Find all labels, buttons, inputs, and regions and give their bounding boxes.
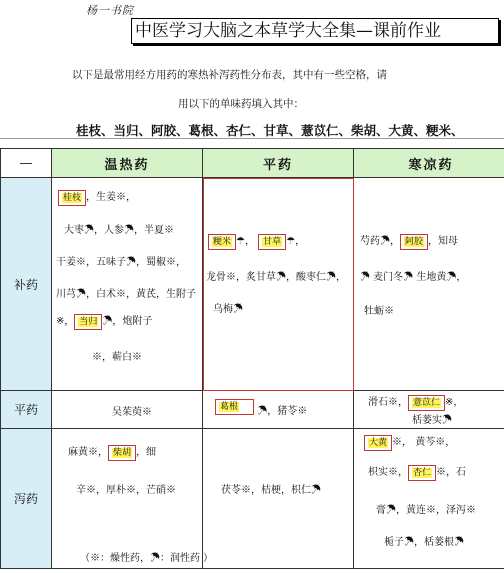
table-corner: —	[1, 149, 52, 178]
cell-purge-neutral: 茯苓※，桔梗，枳仁☂	[203, 429, 354, 569]
intro-line-1: 以下是最常用经方用药的寒热补泻药性分布表，其中有一些空格，请	[72, 69, 387, 81]
page-title: 中医学习大脑之本草学大全集—课前作业	[131, 18, 499, 44]
cell-neutral-cold: 滑石※， 薏苡仁 ※， 栝蒌实☂	[354, 391, 504, 429]
herb-property-table	[0, 148, 504, 569]
column-header-neutral: 平药	[203, 149, 354, 178]
answer-box[interactable]: 甘草	[258, 234, 286, 250]
answer-box[interactable]: 粳米	[208, 234, 236, 250]
answer-box[interactable]: 柴胡	[108, 445, 136, 461]
cell-neutral-warm: 吴茱萸※	[52, 391, 203, 429]
column-header-cold: 寒凉药	[354, 149, 504, 178]
logo-text: 杨一书院	[86, 4, 134, 17]
answer-box[interactable]: 桂枝	[58, 190, 86, 206]
column-header-warm: 温热药	[52, 149, 203, 178]
row-header-neutral: 平药	[1, 391, 52, 429]
cell-purge-warm: 麻黄※， 柴胡 ，细 辛※，厚朴※，芒硝※	[52, 429, 203, 569]
divider	[0, 138, 504, 139]
herb-list: 桂枝、当归、阿胶、葛根、杏仁、甘草、薏苡仁、柴胡、大黄、粳米、	[76, 123, 464, 138]
answer-box[interactable]: 阿胶	[400, 234, 428, 250]
row-header-tonify: 补药	[1, 178, 52, 391]
answer-box[interactable]: 杏仁	[408, 465, 436, 481]
answer-box[interactable]: 当归	[74, 314, 102, 330]
legend: （※：燥性药，☂：润性药 ）	[80, 553, 214, 564]
row-header-purge: 泻药	[1, 429, 52, 569]
answer-box[interactable]: 大黄	[364, 435, 392, 451]
intro-line-2: 用以下的单味药填入其中：	[178, 98, 304, 110]
answer-box[interactable]: 薏苡仁	[408, 395, 445, 411]
cell-purge-cold: 大黄 ※， 黄芩※， 枳实※， 杏仁 ※，石 膏☂，黄连※，泽泻※ 栀子☂，栝蒌根☂	[354, 429, 504, 569]
cell-tonify-neutral: 粳米 ☂， 甘草 ☂， 龙骨※，炙甘草☂，酸枣仁☂， 乌梅☂	[203, 178, 354, 391]
answer-box[interactable]: 葛根	[215, 399, 254, 415]
cell-tonify-cold: 芍药☂， 阿胶 ，知母 ☂ 麦门冬☂ 生地黄☂， 牡蛎※	[354, 178, 504, 391]
cell-tonify-warm: 桂枝 ，生姜※， 大枣☂，人参☂，半夏※ 干姜※，五味子☂，蜀椒※， 川芎☂，白术※，黄芪，生附子 ※， 当归 ☂，炮附子 ※，蕲白※	[52, 178, 203, 391]
cell-neutral-neutral: 葛根 ☂，猪苓※	[203, 391, 354, 429]
